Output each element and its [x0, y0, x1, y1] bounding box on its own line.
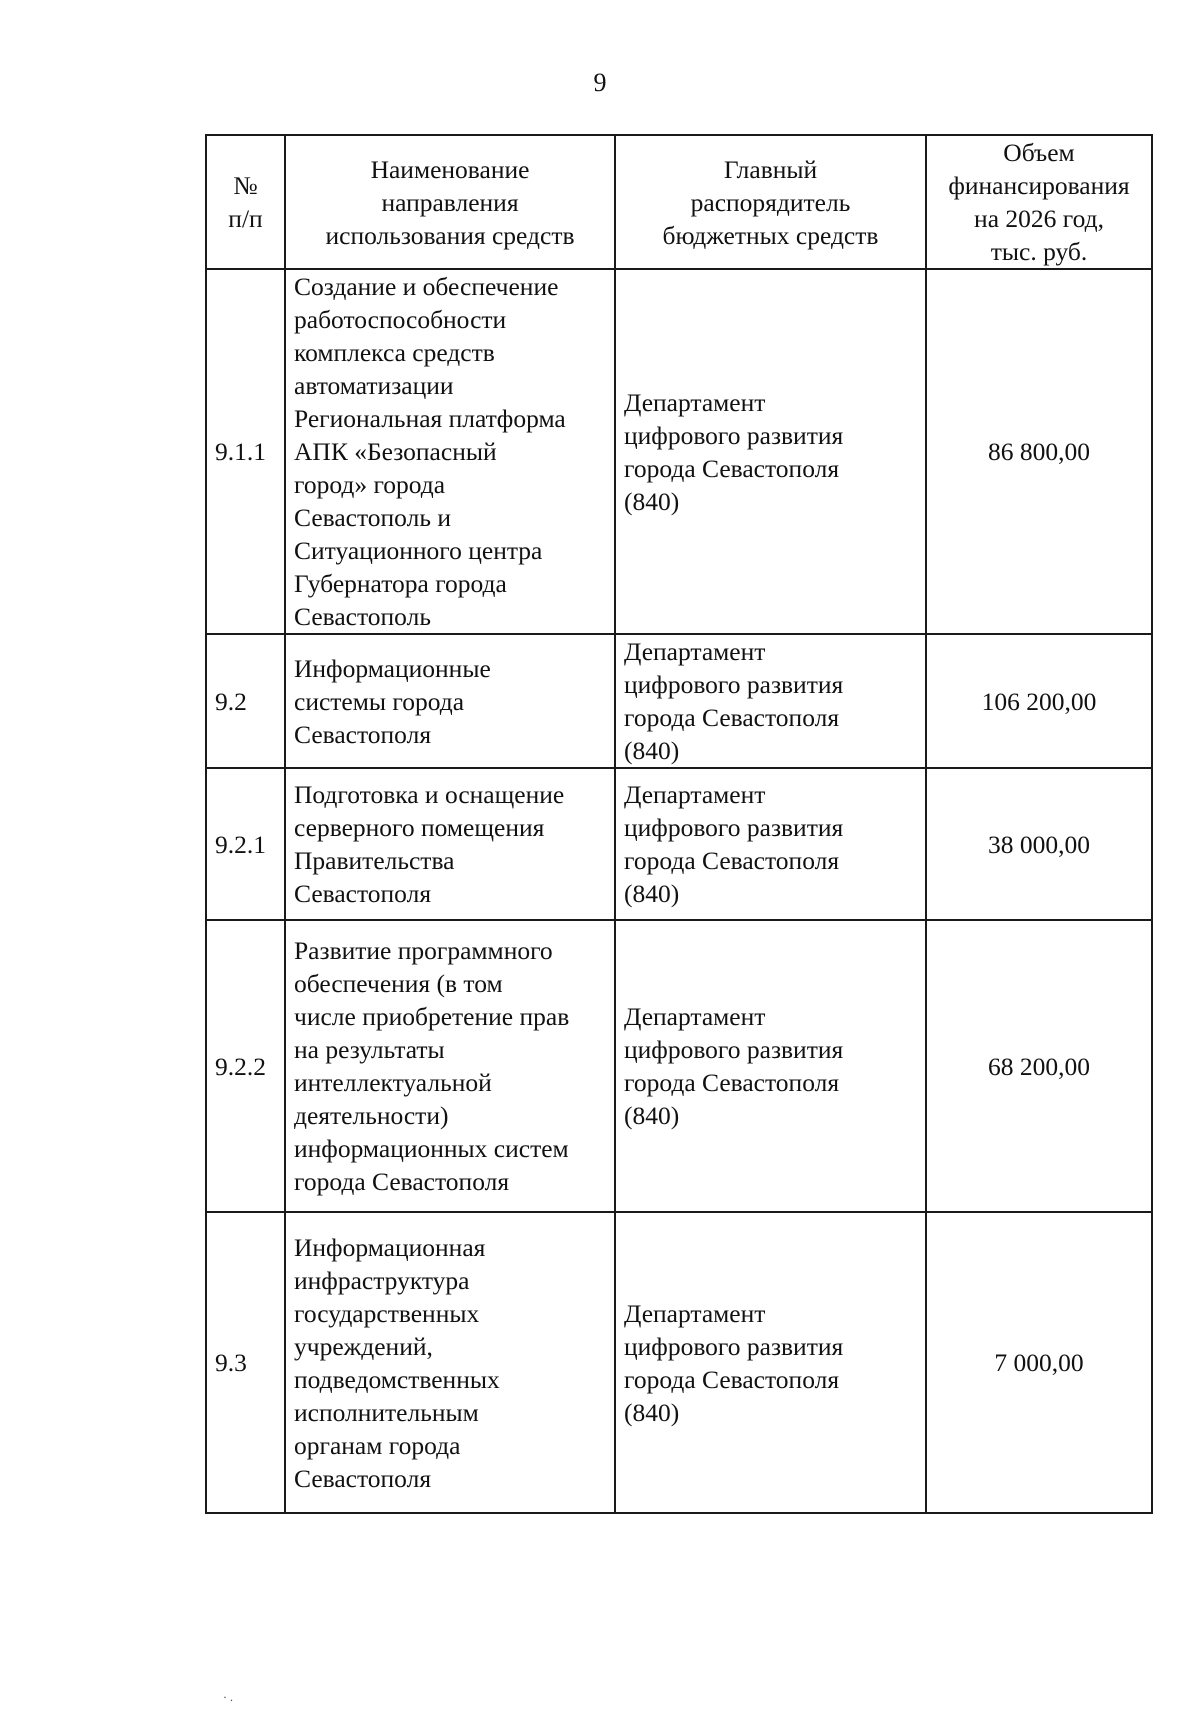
table-row [206, 768, 1152, 920]
table-row [206, 1212, 1152, 1513]
row-administrator: Департамент цифрового развития города Севастополя (840) [615, 1212, 926, 1513]
budget-table [205, 134, 1153, 1514]
row-direction-name: Подготовка и оснащение серверного помещения Правительства Севастополя [285, 768, 615, 920]
table-row [206, 269, 1152, 634]
row-number: 9.3 [206, 1212, 285, 1513]
row-direction-name: Информационная инфраструктура государственных учреждений, подведомственных исполнительным органам города Севастополя [285, 1212, 615, 1513]
row-direction-name: Создание и обеспечение работоспособности комплекса средств автоматизации Региональная платформа АПК «Безопасный город» города Севастополь и Ситуационного центра Губернатора города Севастополь [285, 269, 615, 634]
header-number: № п/п [206, 135, 285, 269]
scan-specks: · . [223, 1690, 233, 1704]
table-row [206, 634, 1152, 768]
row-direction-name: Развитие программного обеспечения (в том числе приобретение прав на результаты интеллектуальной деятельности) информационных систем города Севастополя [285, 920, 615, 1212]
row-amount: 106 200,00 [926, 634, 1152, 768]
row-administrator: Департамент цифрового развития города Севастополя (840) [615, 634, 926, 768]
row-number: 9.1.1 [206, 269, 285, 634]
header-direction-name: Наименование направления использования средств [285, 135, 615, 269]
row-number: 9.2.2 [206, 920, 285, 1212]
table-header-row [206, 135, 1152, 269]
row-amount: 68 200,00 [926, 920, 1152, 1212]
row-number: 9.2.1 [206, 768, 285, 920]
page-number: 9 [593, 68, 607, 97]
row-amount: 38 000,00 [926, 768, 1152, 920]
table-row [206, 920, 1152, 1212]
header-funding-volume: Объем финансирования на 2026 год, тыс. руб. [926, 135, 1152, 269]
row-administrator: Департамент цифрового развития города Севастополя (840) [615, 768, 926, 920]
row-administrator: Департамент цифрового развития города Севастополя (840) [615, 269, 926, 634]
row-direction-name: Информационные системы города Севастополя [285, 634, 615, 768]
row-amount: 86 800,00 [926, 269, 1152, 634]
row-administrator: Департамент цифрового развития города Севастополя (840) [615, 920, 926, 1212]
row-amount: 7 000,00 [926, 1212, 1152, 1513]
header-budget-administrator: Главный распорядитель бюджетных средств [615, 135, 926, 269]
row-number: 9.2 [206, 634, 285, 768]
